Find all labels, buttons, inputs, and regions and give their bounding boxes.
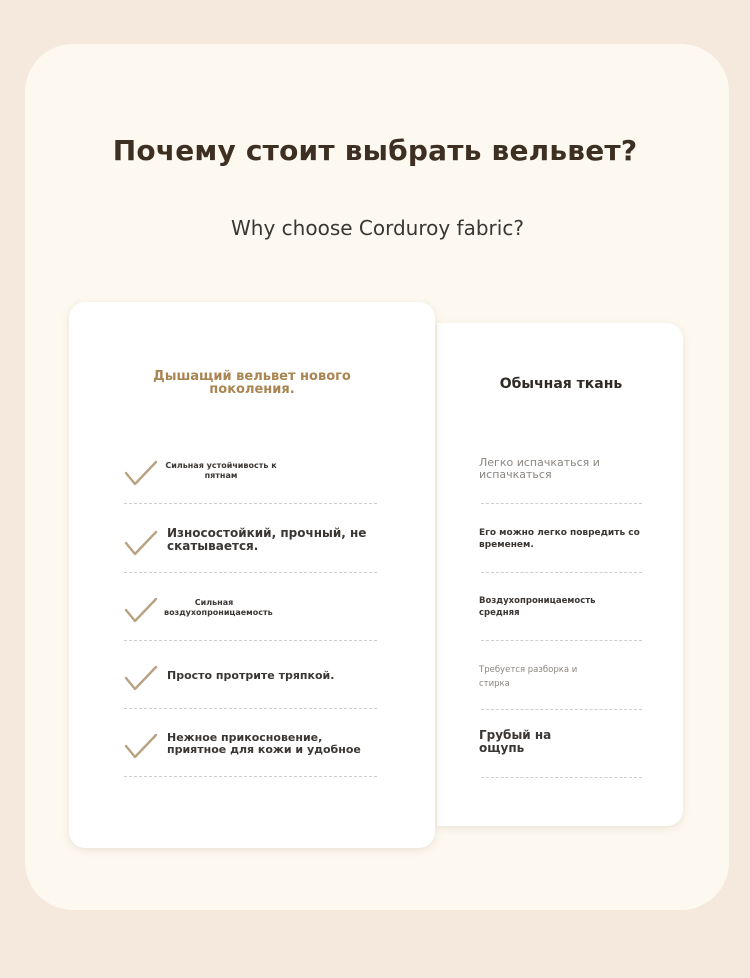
checkmark-icon (124, 664, 158, 692)
corduroy-feature-label: Нежное прикосновение, приятное для кожи и удобное (167, 731, 361, 756)
corduroy-feature-row (124, 708, 377, 777)
corduroy-card (69, 302, 435, 848)
corduroy-feature-label: Просто протрите тряпкой. (167, 669, 335, 682)
checkmark-icon (124, 459, 158, 487)
regular-fabric-row (481, 572, 642, 641)
regular-fabric-row (481, 504, 642, 573)
regular-fabric-row (481, 709, 642, 778)
corduroy-feature-row (124, 640, 377, 709)
checkmark-icon (124, 732, 158, 760)
regular-fabric-card (437, 323, 683, 826)
corduroy-feature-row (124, 572, 377, 641)
corduroy-feature-row (124, 435, 377, 504)
corduroy-feature-label: Износостойкий, прочный, не скатывается. (167, 526, 367, 553)
checkmark-icon (124, 529, 158, 557)
regular-fabric-row (481, 435, 642, 504)
regular-fabric-row (481, 641, 642, 710)
corduroy-card-title: Дышащий вельвет нового поколения. (153, 369, 351, 397)
regular-fabric-label: Требуется разборка и стирка (479, 665, 578, 689)
page-subtitle: Why choose Corduroy fabric? (231, 216, 524, 240)
regular-fabric-card-title: Обычная ткань (499, 376, 623, 392)
regular-fabric-label: Легко испачкаться и испачкаться (479, 456, 600, 481)
corduroy-feature-row (124, 504, 377, 573)
regular-fabric-label: Воздухопроницаемость средняя (479, 596, 596, 618)
corduroy-feature-label: Сильная воздухопроницаемость (164, 598, 273, 617)
checkmark-icon (124, 596, 158, 624)
regular-fabric-label: Его можно легко повредить со временем. (479, 528, 640, 550)
page-title: Почему стоит выбрать вельвет? (112, 134, 638, 167)
regular-fabric-label: Грубый на ощупь (479, 728, 552, 755)
corduroy-feature-label: Сильная устойчивость к пятнам (165, 461, 277, 480)
